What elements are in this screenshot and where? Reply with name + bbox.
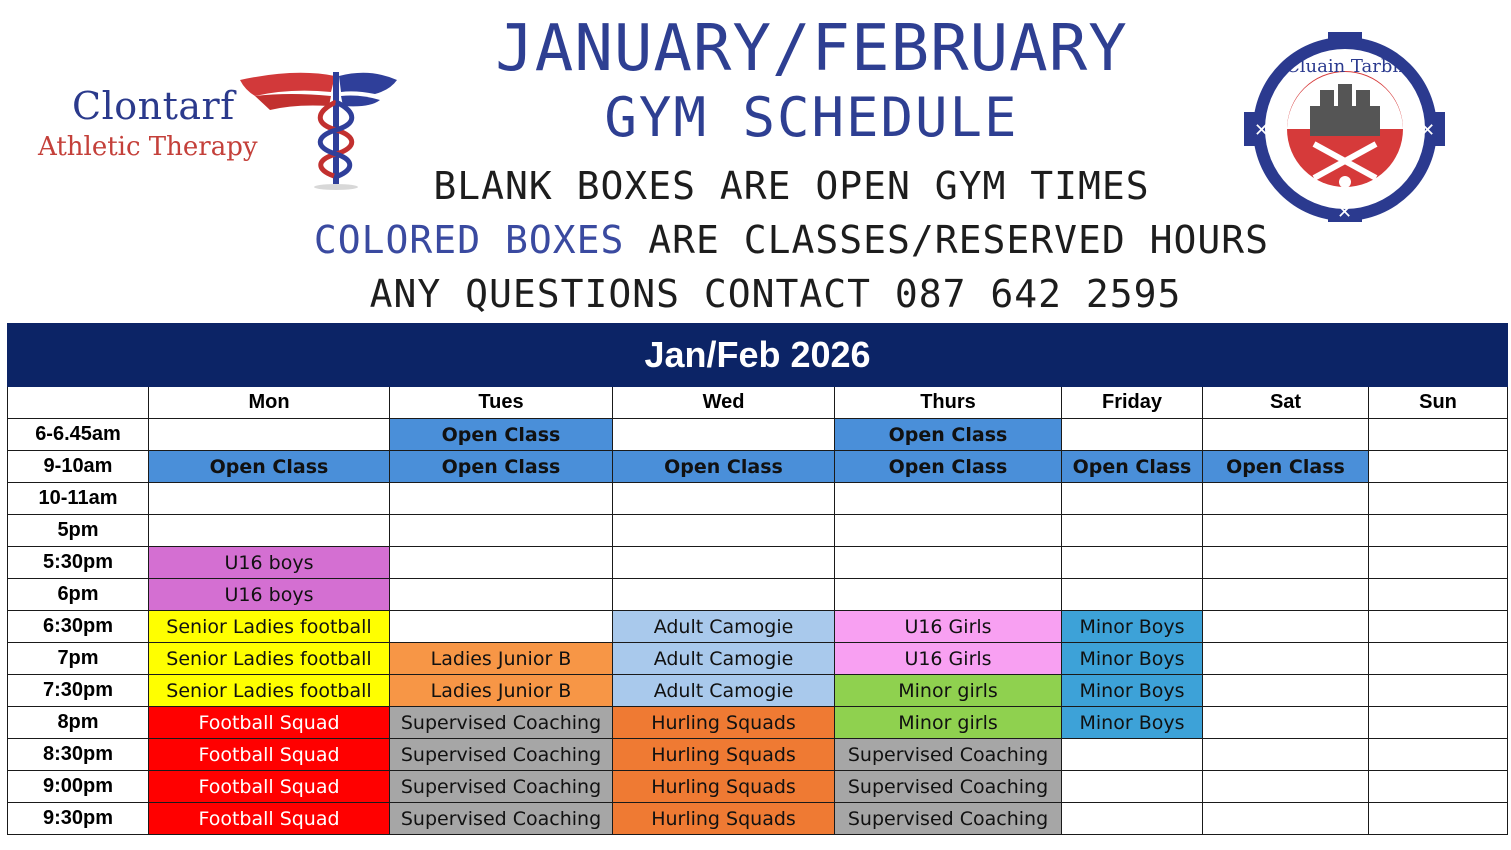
schedule-row <box>8 547 1508 579</box>
gym-schedule-table <box>7 323 1508 835</box>
schedule-row <box>8 675 1508 707</box>
table-title: Jan/Feb 2026 <box>8 324 1508 387</box>
time-slot-label: 8:30pm <box>8 739 149 771</box>
schedule-row <box>8 803 1508 835</box>
colored-boxes-rest: ARE CLASSES/RESERVED HOURS <box>624 218 1270 262</box>
schedule-slot: Supervised Coaching <box>390 803 613 835</box>
open-gym-slot <box>1203 739 1369 771</box>
open-gym-slot <box>1369 803 1508 835</box>
schedule-slot: Minor girls <box>835 707 1062 739</box>
open-gym-slot <box>835 547 1062 579</box>
open-gym-slot <box>1369 419 1508 451</box>
colored-boxes-note <box>36 218 1511 262</box>
crest-text: Cluain Tarbh <box>1286 56 1404 77</box>
schedule-row <box>8 643 1508 675</box>
schedule-row <box>8 739 1508 771</box>
open-gym-slot <box>390 515 613 547</box>
open-gym-slot <box>1203 579 1369 611</box>
schedule-row <box>8 515 1508 547</box>
schedule-slot: Hurling Squads <box>613 707 835 739</box>
open-gym-slot <box>1203 803 1369 835</box>
open-gym-slot <box>1203 515 1369 547</box>
open-gym-slot <box>1203 419 1369 451</box>
schedule-slot: Football Squad <box>149 739 390 771</box>
svg-text:✕: ✕ <box>1337 202 1353 222</box>
time-slot-label: 9:30pm <box>8 803 149 835</box>
schedule-slot: Open Class <box>149 451 390 483</box>
open-gym-slot <box>1369 707 1508 739</box>
schedule-slot: U16 boys <box>149 547 390 579</box>
time-slot-label: 9-10am <box>8 451 149 483</box>
schedule-slot: Supervised Coaching <box>835 739 1062 771</box>
schedule-row <box>8 579 1508 611</box>
schedule-slot: U16 Girls <box>835 643 1062 675</box>
open-gym-slot <box>1203 707 1369 739</box>
time-slot-label: 5pm <box>8 515 149 547</box>
day-header-sun: Sun <box>1369 387 1508 419</box>
open-gym-slot <box>390 483 613 515</box>
time-slot-label: 7:30pm <box>8 675 149 707</box>
open-gym-slot <box>1062 771 1203 803</box>
open-gym-slot <box>1203 483 1369 515</box>
open-gym-slot <box>1062 579 1203 611</box>
open-gym-slot <box>613 483 835 515</box>
schedule-slot: Adult Camogie <box>613 611 835 643</box>
day-header-mon: Mon <box>149 387 390 419</box>
schedule-slot: Supervised Coaching <box>835 803 1062 835</box>
schedule-period-heading: JANUARY/FEBRUARY <box>495 12 1128 86</box>
time-slot-label: 8pm <box>8 707 149 739</box>
schedule-slot: Open Class <box>1062 451 1203 483</box>
schedule-slot: Minor Boys <box>1062 643 1203 675</box>
schedule-slot: Open Class <box>1203 451 1369 483</box>
open-gym-slot <box>1203 643 1369 675</box>
open-gym-slot <box>835 483 1062 515</box>
day-header-friday: Friday <box>1062 387 1203 419</box>
day-header-thurs: Thurs <box>835 387 1062 419</box>
schedule-slot: Open Class <box>613 451 835 483</box>
open-gym-slot <box>1369 611 1508 643</box>
open-gym-slot <box>1369 483 1508 515</box>
open-gym-slot <box>1062 547 1203 579</box>
schedule-slot: U16 boys <box>149 579 390 611</box>
schedule-slot: Minor Boys <box>1062 675 1203 707</box>
schedule-slot: Senior Ladies football <box>149 675 390 707</box>
schedule-slot: Supervised Coaching <box>390 707 613 739</box>
open-gym-slot <box>1369 643 1508 675</box>
open-gym-slot <box>1203 611 1369 643</box>
logo-subtitle: Athletic Therapy <box>38 132 258 162</box>
time-slot-label: 6pm <box>8 579 149 611</box>
schedule-row <box>8 451 1508 483</box>
open-gym-slot <box>149 515 390 547</box>
schedule-slot: Ladies Junior B <box>390 675 613 707</box>
open-gym-slot <box>613 515 835 547</box>
schedule-slot: Open Class <box>835 451 1062 483</box>
schedule-title-heading: GYM SCHEDULE <box>604 86 1019 149</box>
schedule-row <box>8 707 1508 739</box>
open-gym-slot <box>613 419 835 451</box>
open-gym-slot <box>149 419 390 451</box>
schedule-slot: Hurling Squads <box>613 803 835 835</box>
open-gym-slot <box>390 547 613 579</box>
open-gym-slot <box>1203 547 1369 579</box>
day-header-tues: Tues <box>390 387 613 419</box>
schedule-row <box>8 419 1508 451</box>
open-gym-slot <box>390 579 613 611</box>
open-gym-slot <box>1062 803 1203 835</box>
day-header-row <box>8 387 1508 419</box>
schedule-slot: Hurling Squads <box>613 739 835 771</box>
schedule-slot: Football Squad <box>149 771 390 803</box>
schedule-slot: Open Class <box>835 419 1062 451</box>
logo-name: Clontarf <box>72 84 235 128</box>
time-slot-label: 5:30pm <box>8 547 149 579</box>
cluain-tarbh-crest-icon <box>1242 32 1447 222</box>
open-gym-slot <box>835 579 1062 611</box>
time-slot-label: 6:30pm <box>8 611 149 643</box>
schedule-slot: U16 Girls <box>835 611 1062 643</box>
svg-text:✕: ✕ <box>1420 120 1436 141</box>
open-gym-slot <box>1369 771 1508 803</box>
open-gym-slot <box>613 579 835 611</box>
schedule-slot: Minor Boys <box>1062 611 1203 643</box>
day-header-sat: Sat <box>1203 387 1369 419</box>
open-gym-slot <box>1062 483 1203 515</box>
open-gym-slot <box>613 547 835 579</box>
schedule-slot: Senior Ladies football <box>149 643 390 675</box>
time-slot-label: 10-11am <box>8 483 149 515</box>
open-gym-slot <box>1062 515 1203 547</box>
open-gym-slot <box>1203 675 1369 707</box>
schedule-slot: Ladies Junior B <box>390 643 613 675</box>
open-gym-slot <box>1369 451 1508 483</box>
schedule-slot: Hurling Squads <box>613 771 835 803</box>
open-gym-slot <box>1369 515 1508 547</box>
schedule-slot: Supervised Coaching <box>835 771 1062 803</box>
colored-boxes-accent: COLORED BOXES <box>313 218 625 262</box>
open-gym-slot <box>1369 675 1508 707</box>
contact-note: ANY QUESTIONS CONTACT 087 642 2595 <box>369 272 1182 316</box>
schedule-slot: Minor Boys <box>1062 707 1203 739</box>
open-gym-slot <box>149 483 390 515</box>
blank-boxes-note: BLANK BOXES ARE OPEN GYM TIMES <box>433 164 1150 208</box>
corner-cell <box>8 387 149 419</box>
open-gym-slot <box>835 515 1062 547</box>
schedule-slot: Open Class <box>390 451 613 483</box>
open-gym-slot <box>1369 579 1508 611</box>
time-slot-label: 9:00pm <box>8 771 149 803</box>
schedule-slot: Football Squad <box>149 803 390 835</box>
open-gym-slot <box>1062 739 1203 771</box>
schedule-row <box>8 483 1508 515</box>
open-gym-slot <box>1203 771 1369 803</box>
schedule-slot: Senior Ladies football <box>149 611 390 643</box>
time-slot-label: 7pm <box>8 643 149 675</box>
schedule-slot: Adult Camogie <box>613 675 835 707</box>
open-gym-slot <box>1369 739 1508 771</box>
schedule-slot: Adult Camogie <box>613 643 835 675</box>
time-slot-label: 6-6.45am <box>8 419 149 451</box>
schedule-slot: Minor girls <box>835 675 1062 707</box>
schedule-slot: Open Class <box>390 419 613 451</box>
day-header-wed: Wed <box>613 387 835 419</box>
schedule-row <box>8 611 1508 643</box>
schedule-row <box>8 771 1508 803</box>
open-gym-slot <box>1369 547 1508 579</box>
svg-text:✕: ✕ <box>1254 120 1270 141</box>
open-gym-slot <box>390 611 613 643</box>
schedule-slot: Supervised Coaching <box>390 739 613 771</box>
open-gym-slot <box>1062 419 1203 451</box>
schedule-slot: Supervised Coaching <box>390 771 613 803</box>
schedule-slot: Football Squad <box>149 707 390 739</box>
